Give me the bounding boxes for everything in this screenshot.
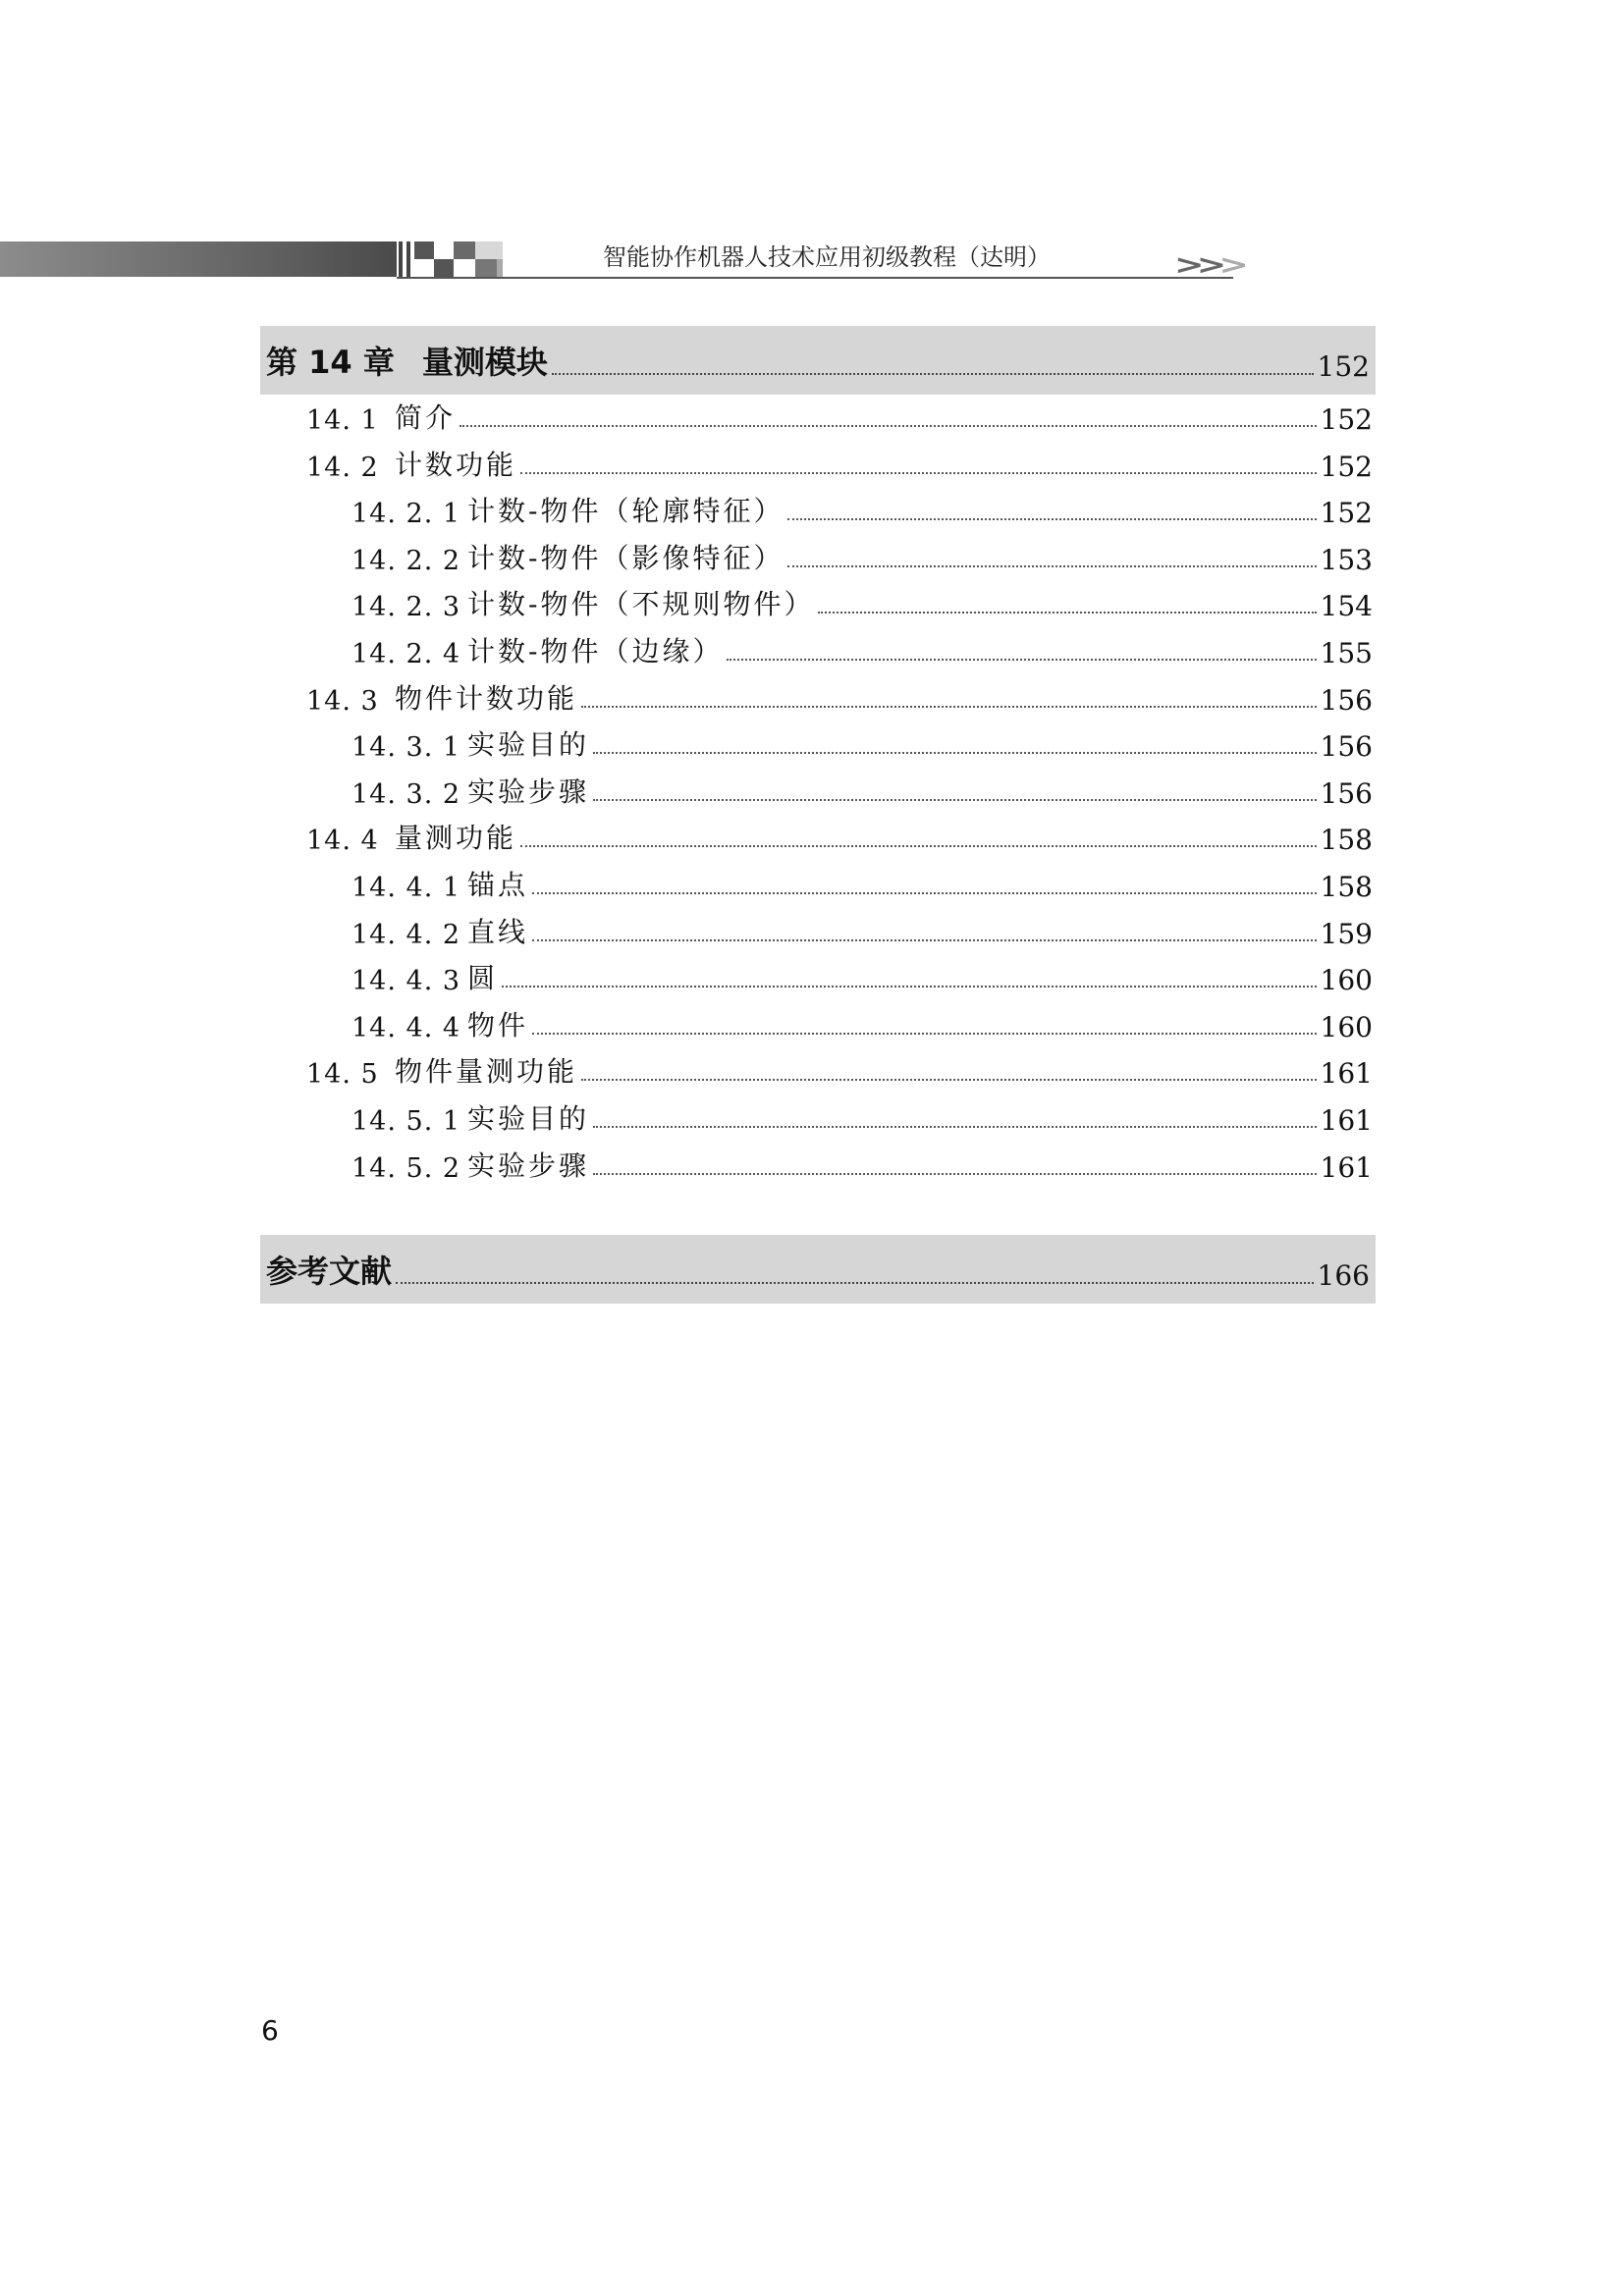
toc-entry-title: 实验步骤 [467, 775, 590, 808]
toc-entry-number: 14. 5 [306, 1059, 379, 1090]
dot-leader [581, 1079, 1317, 1081]
dot-leader [532, 1033, 1317, 1035]
toc-entry-page: 158 [1320, 871, 1373, 903]
toc-entry[interactable] [352, 539, 1373, 580]
toc-entry-page: 152 [1320, 451, 1373, 483]
toc-entry-page: 154 [1320, 590, 1373, 622]
toc-entry-page: 152 [1320, 403, 1373, 436]
toc-entry-page: 153 [1320, 544, 1373, 576]
toc-entry-page: 161 [1320, 1104, 1373, 1137]
toc-entry[interactable] [306, 399, 1373, 440]
toc-entry-page: 155 [1320, 637, 1373, 669]
toc-entry-number: 14. 2 [306, 453, 379, 483]
toc-entry-number: 14. 5. 1 [352, 1106, 461, 1137]
header-divider-tick [406, 241, 410, 277]
chapter-number: 第 14 章 [266, 344, 395, 381]
chapter-heading[interactable] [260, 326, 1376, 395]
toc-entry-number: 14. 4. 2 [352, 920, 461, 950]
toc-entry-title: 计数-物件（不规则物件） [467, 588, 815, 620]
toc-entry[interactable] [306, 819, 1373, 860]
toc-entry[interactable] [352, 632, 1373, 673]
toc-entry[interactable] [306, 446, 1373, 487]
toc-entry-number: 14. 3 [306, 686, 379, 717]
toc-entry-page: 158 [1320, 824, 1373, 856]
dot-leader [593, 1173, 1317, 1175]
dot-leader [593, 752, 1317, 754]
toc-entry-page: 156 [1320, 777, 1373, 810]
header-arrows-icon: >>> [1174, 248, 1242, 281]
header-divider-tick [399, 241, 403, 277]
toc-entry[interactable] [352, 1006, 1373, 1047]
header-checker-square [475, 259, 497, 277]
references-page: 166 [1317, 1259, 1370, 1292]
dot-leader [593, 799, 1317, 801]
toc-entry[interactable] [306, 1052, 1373, 1094]
toc-entry-number: 14. 2. 4 [352, 639, 461, 669]
toc-entry-title: 物件量测功能 [395, 1055, 578, 1088]
dot-leader [552, 373, 1314, 375]
toc-entry[interactable] [306, 679, 1373, 721]
toc-entry-title: 物件 [467, 1009, 529, 1041]
toc-entry[interactable] [352, 585, 1373, 626]
header-checker-square [414, 241, 434, 259]
toc-entry-number: 14. 2. 3 [352, 592, 461, 622]
toc-entry[interactable] [352, 725, 1373, 767]
dot-leader [532, 939, 1317, 941]
toc-entry-title: 直线 [467, 916, 529, 948]
toc-entry-page: 156 [1320, 684, 1373, 717]
toc-entry[interactable] [352, 1099, 1373, 1141]
toc-entry-title: 物件计数功能 [395, 682, 578, 715]
references-title: 参考文献 [266, 1253, 393, 1290]
toc-entry[interactable] [352, 773, 1373, 814]
toc-entry-title: 计数-物件（轮廓特征） [467, 495, 784, 527]
header-bar [0, 241, 397, 277]
toc-entry-page: 156 [1320, 730, 1373, 763]
dot-leader [502, 986, 1317, 988]
toc-entry-page: 161 [1320, 1057, 1373, 1090]
header-checker-square [497, 259, 503, 277]
toc-entry[interactable] [352, 959, 1373, 1000]
dot-leader [818, 612, 1316, 614]
toc-entry-title: 计数功能 [395, 449, 517, 481]
toc-entry-number: 14. 2. 1 [352, 499, 461, 529]
dot-leader [593, 1126, 1317, 1128]
dot-leader [532, 892, 1317, 894]
toc-entry-number: 14. 3. 2 [352, 779, 461, 810]
toc-entry-number: 14. 4. 3 [352, 966, 461, 996]
toc-entry-title: 实验步骤 [467, 1149, 590, 1182]
chapter-title: 量测模块 [421, 344, 548, 381]
header-line [397, 277, 1233, 279]
toc-entry-number: 14. 4. 1 [352, 873, 461, 903]
toc-entry-page: 159 [1320, 918, 1373, 950]
header-book-title: 智能协作机器人技术应用初级教程（达明） [603, 243, 1051, 271]
toc-entry-page: 160 [1320, 964, 1373, 996]
toc-entry-number: 14. 4 [306, 826, 379, 856]
toc-entry-number: 14. 4. 4 [352, 1013, 461, 1043]
header-checker-square [454, 241, 475, 259]
toc-entry-title: 计数-物件（影像特征） [467, 542, 784, 574]
dot-leader [727, 659, 1316, 661]
toc-entry-number: 14. 2. 2 [352, 546, 461, 576]
toc-entry-title: 锚点 [467, 869, 529, 901]
dot-leader [520, 472, 1317, 474]
references-heading[interactable] [260, 1235, 1376, 1304]
toc-entry-title: 量测功能 [395, 822, 517, 854]
toc-entry-page: 161 [1320, 1151, 1373, 1184]
toc-entry[interactable] [352, 492, 1373, 533]
toc-entry-page: 160 [1320, 1011, 1373, 1043]
toc-entry-title: 简介 [395, 401, 457, 434]
header-checker-square [434, 259, 454, 277]
chapter-page: 152 [1317, 350, 1370, 383]
toc-entry-number: 14. 5. 2 [352, 1153, 461, 1184]
toc-entry-number: 14. 1 [306, 405, 379, 436]
toc-entry-title: 实验目的 [467, 1102, 590, 1135]
toc-entry[interactable] [352, 1147, 1373, 1188]
toc-entry-page: 152 [1320, 497, 1373, 529]
toc-entry[interactable] [352, 866, 1373, 907]
toc-entry-number: 14. 3. 1 [352, 732, 461, 763]
page-number: 6 [261, 2014, 279, 2047]
dot-leader [396, 1282, 1314, 1284]
toc-entry-title: 圆 [467, 962, 499, 994]
toc-entry[interactable] [352, 913, 1373, 954]
header-checker-square [475, 241, 503, 259]
dot-leader [787, 565, 1316, 567]
dot-leader [460, 425, 1317, 427]
dot-leader [581, 706, 1317, 708]
dot-leader [787, 518, 1316, 520]
toc-entry-title: 计数-物件（边缘） [467, 635, 724, 667]
dot-leader [520, 845, 1317, 847]
toc-entry-title: 实验目的 [467, 728, 590, 761]
